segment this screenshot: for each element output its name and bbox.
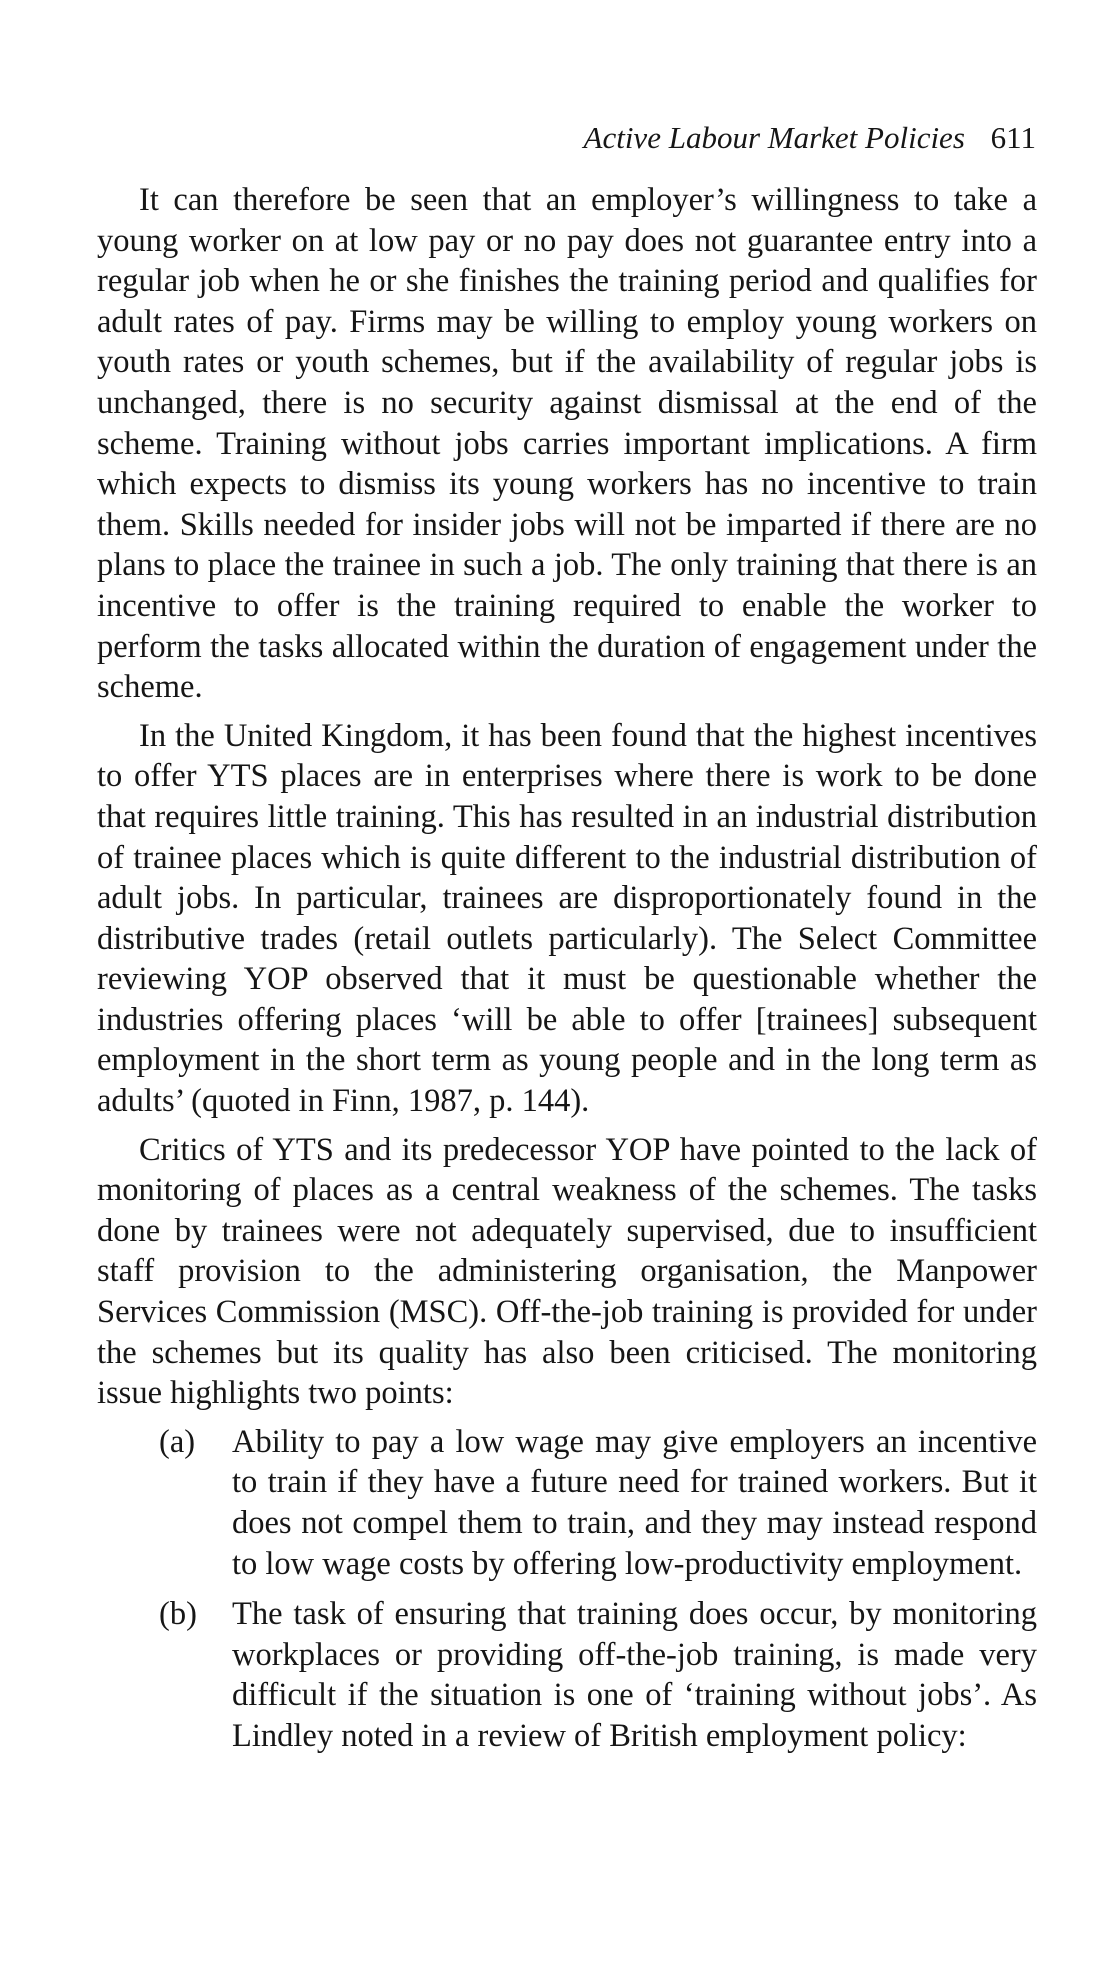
list-item <box>97 1594 1037 1756</box>
paragraph-training-without-jobs: It can therefore be seen that an employer’s willingness to take a young worker on at low pay or no pay does not guarantee entry into a regular job when he or she finishes the training period and qualifies for adult rates of pay. Firms may be willing to employ young workers on youth rates or youth schemes, but if the availability of regular jobs is unchanged, there is no security against dismissal at the end of the scheme. Training without jobs carries important implications. A firm which expects to dismiss its young workers has no incentive to train them. Skills needed for insider jobs will not be imparted if there are no plans to place the trainee in such a job. The only training that there is an incentive to offer is the training required to enable the worker to perform the tasks allocated within the duration of engagement under the scheme. <box>97 182 1037 706</box>
list-item <box>97 1422 1037 1584</box>
paragraph-uk-yts-places: In the United Kingdom, it has been found that the highest incentives to offer YTS places are in enterprises where there is work to be done that requires little training. This has resulted in an industrial distribution of trainee places which is quite different to the industrial distribution of adult jobs. In particular, trainees are disproportionately found in the distributive trades (retail outlets particularly). The Select Committee reviewing YOP observed that it must be questionable whether the industries offering places ‘will be able to offer [trainees] subsequent employment in the short term as young people and in the long term as adults’ (quoted in Finn, 1987, p. 144). <box>97 717 1037 1120</box>
body-text <box>97 180 1037 1767</box>
running-head-title: Active Labour Market Policies <box>583 120 965 155</box>
list-item-label: (b) <box>159 1596 197 1633</box>
page-number: 611 <box>990 120 1036 155</box>
list-item-label: (a) <box>159 1423 196 1460</box>
running-head <box>584 118 1036 158</box>
list-item-text: The task of ensuring that training does occur, by monitoring workplaces or providing off-the-job training, is made very difficult if the situation is one of ‘training without jobs’. As Lindley noted in a review of British employment policy: <box>232 1596 1037 1754</box>
list-item-text: Ability to pay a low wage may give employers an incentive to train if they have a future need for trained workers. But it does not compel them to train, and they may instead respond to low wage costs by offering low-productivity employment. <box>232 1423 1037 1582</box>
monitoring-points-list <box>97 1422 1037 1757</box>
paragraph-monitoring-critique: Critics of YTS and its predecessor YOP have pointed to the lack of monitoring of places as a central weakness of the schemes. The tasks done by trainees were not adequately supervised, due to insufficient staff provision to the administering organisation, the Manpower Services Commission (MSC). Off-the-job training is provided for under the schemes but its quality has also been criticised. The monitoring issue highlights two points: <box>97 1131 1037 1412</box>
